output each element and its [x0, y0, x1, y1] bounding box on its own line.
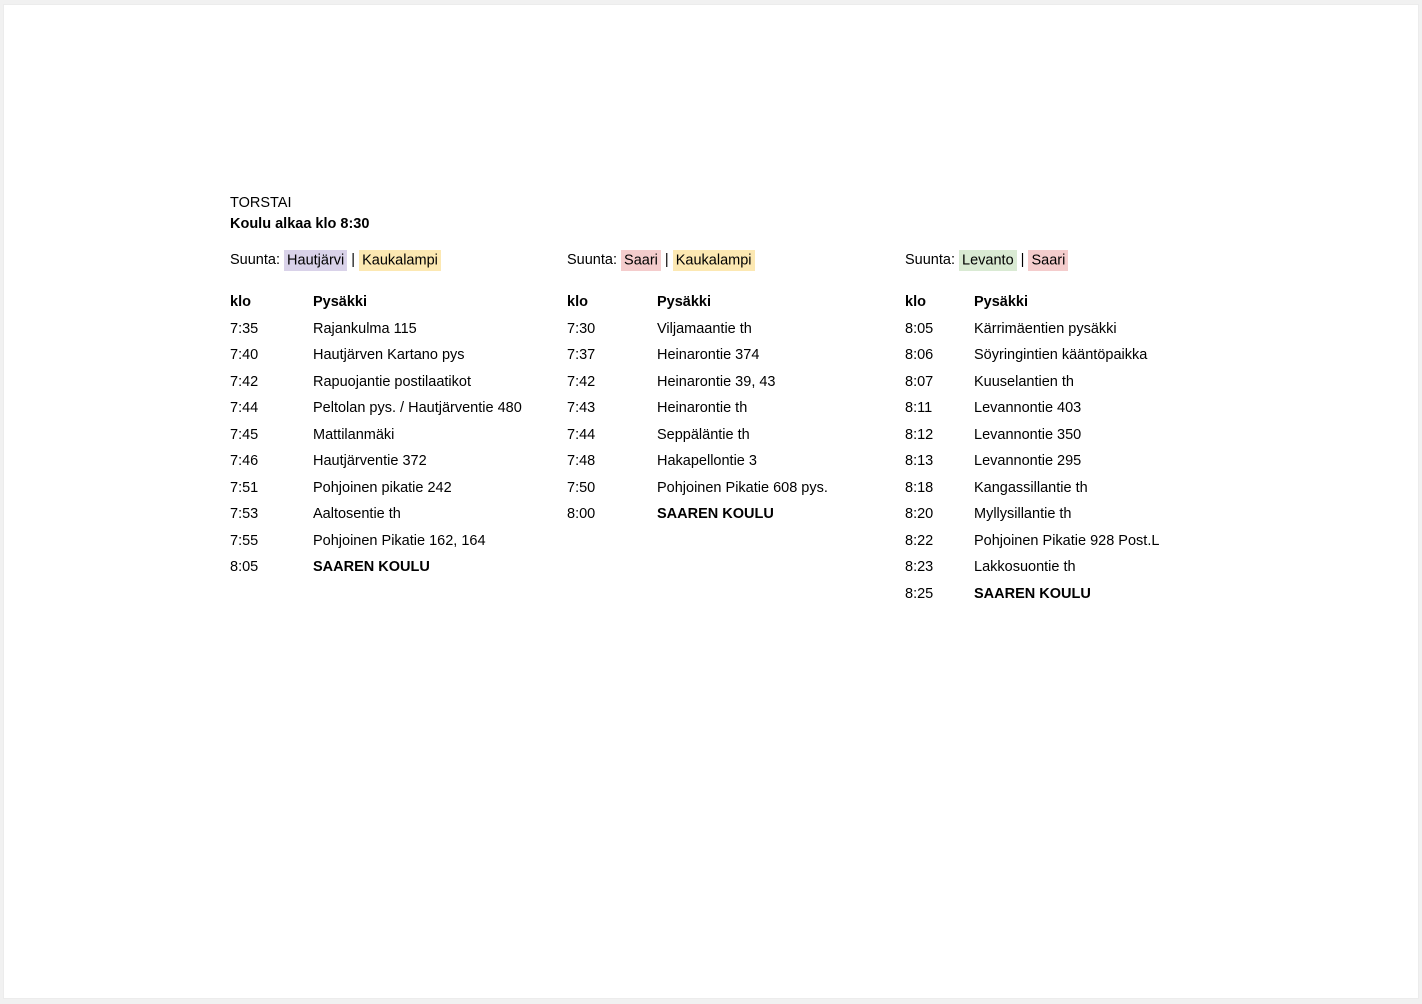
column-header-stop: Pysäkki [657, 294, 712, 310]
stop-cell: Hautjärven Kartano pys [313, 347, 465, 363]
stop-cell: Kuuselantien th [974, 373, 1074, 390]
table-row [905, 346, 1245, 373]
table-row [230, 346, 570, 373]
destination-highlight: Kaukalampi [673, 250, 755, 271]
timetable [230, 293, 570, 585]
time-cell: 8:12 [905, 426, 934, 443]
school-start-note: Koulu alkaa klo 8:30 [230, 215, 370, 232]
time-cell: 7:42 [567, 373, 596, 390]
table-row [230, 320, 570, 347]
time-cell: 7:44 [230, 400, 259, 416]
table-row [230, 452, 570, 479]
table-row [905, 585, 1245, 612]
column-header-time: klo [905, 294, 926, 310]
direction-line [230, 250, 570, 271]
stop-cell: SAAREN KOULU [313, 559, 430, 575]
time-cell: 8:00 [567, 506, 596, 522]
direction-label: Suunta: [905, 252, 955, 268]
time-cell: 7:50 [567, 479, 596, 496]
time-cell: 8:18 [905, 479, 934, 496]
time-cell: 7:53 [230, 506, 259, 522]
table-row [905, 399, 1245, 426]
stop-cell: Pohjoinen Pikatie 162, 164 [313, 532, 486, 549]
table-row [905, 558, 1245, 585]
table-row [230, 532, 570, 559]
stop-cell: Hautjärventie 372 [313, 453, 427, 469]
stop-cell: Kärrimäentien pysäkki [974, 320, 1117, 337]
time-cell: 7:51 [230, 479, 259, 496]
direction-label: Suunta: [567, 252, 617, 268]
time-cell: 7:40 [230, 347, 259, 363]
column-header-time: klo [567, 294, 588, 310]
table-row [567, 373, 907, 400]
table-header-row [230, 293, 570, 320]
destination-separator: | [664, 252, 669, 268]
stop-cell: Heinarontie th [657, 400, 748, 416]
stop-cell: Peltolan pys. / Hautjärventie 480 [313, 400, 522, 416]
stop-cell: Mattilanmäki [313, 426, 395, 443]
stop-cell: Myllysillantie th [974, 506, 1072, 522]
stop-cell: Aaltosentie th [313, 506, 401, 522]
time-cell: 7:35 [230, 320, 259, 337]
table-row [567, 426, 907, 453]
time-cell: 7:46 [230, 453, 259, 469]
table-row [230, 399, 570, 426]
table-header-row [567, 293, 907, 320]
time-cell: 8:25 [905, 585, 934, 602]
time-cell: 7:43 [567, 400, 596, 416]
time-cell: 7:45 [230, 426, 259, 443]
stop-cell: Heinarontie 39, 43 [657, 373, 776, 390]
time-cell: 7:55 [230, 532, 259, 549]
timetable [905, 293, 1245, 611]
time-cell: 7:37 [567, 347, 596, 363]
table-header-row [905, 293, 1245, 320]
table-row [905, 373, 1245, 400]
time-cell: 7:48 [567, 453, 596, 469]
timetable [567, 293, 907, 532]
column-header-stop: Pysäkki [313, 294, 368, 310]
table-row [567, 505, 907, 532]
title-block [230, 193, 369, 234]
stop-cell: Levannontie 295 [974, 453, 1082, 469]
stop-cell: Söyringintien kääntöpaikka [974, 347, 1148, 363]
stop-cell: Rapuojantie postilaatikot [313, 373, 471, 390]
stop-cell: Levannontie 403 [974, 400, 1082, 416]
stop-cell: Seppäläntie th [657, 426, 750, 443]
stop-cell: Kangassillantie th [974, 479, 1088, 496]
table-row [567, 399, 907, 426]
schedule-column-2 [567, 250, 907, 532]
day-title: TORSTAI [230, 195, 292, 211]
document-page [3, 4, 1419, 999]
time-cell: 7:30 [567, 320, 596, 337]
table-row [905, 320, 1245, 347]
stop-cell: Hakapellontie 3 [657, 453, 757, 469]
stop-cell: Heinarontie 374 [657, 347, 760, 363]
table-row [230, 479, 570, 506]
table-row [567, 479, 907, 506]
time-cell: 8:23 [905, 559, 934, 575]
stop-cell: Rajankulma 115 [313, 320, 417, 337]
schedule-column-3 [905, 250, 1245, 611]
destination-highlight: Levanto [959, 250, 1017, 271]
stop-cell: Levannontie 350 [974, 426, 1082, 443]
stop-cell: Lakkosuontie th [974, 559, 1076, 575]
time-cell: 8:13 [905, 453, 934, 469]
table-row [905, 532, 1245, 559]
destination-highlight: Saari [1028, 250, 1068, 271]
column-header-time: klo [230, 294, 251, 310]
destination-separator: | [351, 252, 356, 268]
time-cell: 8:11 [905, 400, 933, 416]
destination-highlight: Hautjärvi [284, 250, 347, 271]
time-cell: 8:20 [905, 506, 934, 522]
table-row [567, 346, 907, 373]
time-cell: 8:07 [905, 373, 934, 390]
table-row [905, 505, 1245, 532]
time-cell: 8:06 [905, 347, 934, 363]
time-cell: 8:05 [905, 320, 934, 337]
stop-cell: SAAREN KOULU [974, 585, 1091, 602]
destination-highlight: Saari [621, 250, 661, 271]
stop-cell: Pohjoinen Pikatie 608 pys. [657, 479, 828, 496]
destination-highlight: Kaukalampi [359, 250, 441, 271]
table-row [567, 452, 907, 479]
column-header-stop: Pysäkki [974, 294, 1029, 310]
table-row [905, 426, 1245, 453]
table-row [230, 373, 570, 400]
table-row [567, 320, 907, 347]
time-cell: 7:44 [567, 426, 596, 443]
stop-cell: Pohjoinen Pikatie 928 Post.L [974, 532, 1160, 549]
destination-separator: | [1020, 252, 1025, 268]
table-row [230, 558, 570, 585]
time-cell: 7:42 [230, 373, 259, 390]
stop-cell: Viljamaantie th [657, 320, 752, 337]
time-cell: 8:22 [905, 532, 934, 549]
direction-line [567, 250, 907, 271]
direction-line [905, 250, 1245, 271]
time-cell: 8:05 [230, 559, 259, 575]
direction-label: Suunta: [230, 252, 280, 268]
schedule-column-1 [230, 250, 570, 585]
stop-cell: SAAREN KOULU [657, 506, 774, 522]
table-row [230, 426, 570, 453]
table-row [905, 452, 1245, 479]
table-row [230, 505, 570, 532]
table-row [905, 479, 1245, 506]
stop-cell: Pohjoinen pikatie 242 [313, 479, 452, 496]
